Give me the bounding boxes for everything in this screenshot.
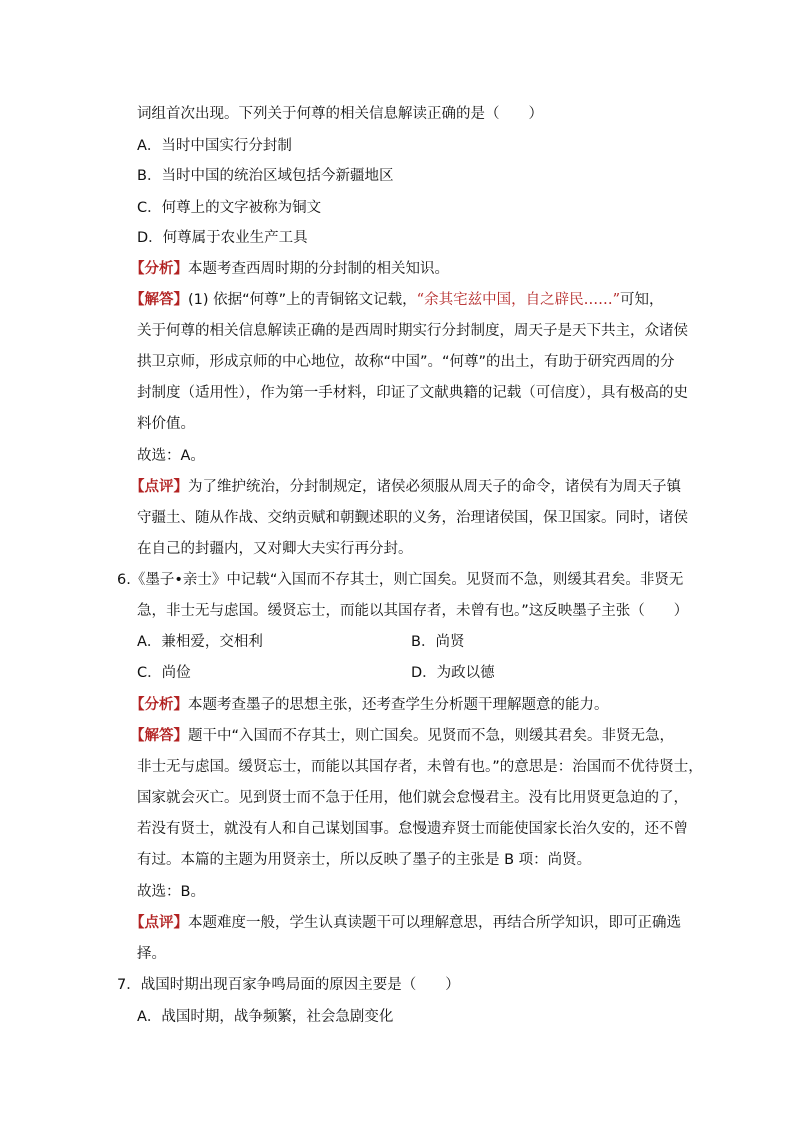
q7-stem: 7．战国时期出现百家争鸣局面的原因主要是（ ） xyxy=(117,977,460,993)
q6-answer-line-5: 有过。本篇的主题为用贤亲士，所以反映了墨子的主张是 B 项：尚贤。 xyxy=(137,852,592,868)
q5-comment-line-2: 守疆土、随从作战、交纳贡赋和朝觐述职的义务，治理诸侯国，保卫国家。同时，诸侯 xyxy=(137,510,688,526)
q5-stem-tail: 词组首次出现。下列关于何尊的相关信息解读正确的是（ ） xyxy=(137,106,543,122)
q6-choice: 故选：B。 xyxy=(137,884,205,900)
comment-text: 本题难度一般，学生认真读题干可以理解意思，再结合所学知识，即可正确选 xyxy=(188,915,681,931)
q5-answer-line-5: 料价值。 xyxy=(137,416,195,432)
q6-option-c: C．尚俭 xyxy=(137,665,191,681)
q6-answer-line-4: 若没有贤士，就没有人和自己谋划国事。怠慢遗弃贤士而能使国家长治久安的，还不曾 xyxy=(137,821,688,837)
q6-answer-line-3: 国家就会灭亡。见到贤士而不急于任用，他们就会怠慢君主。没有比用贤更急迫的了， xyxy=(137,790,688,806)
q5-option-a: A．当时中国实行分封制 xyxy=(137,138,292,154)
q6-answer-line-2: 非士无与虑国。缓贤忘士，而能以其国存者，未曾有也。”的意思是：治国而不优待贤士， xyxy=(137,759,703,775)
q6-analysis xyxy=(130,695,609,715)
answer-tag: 【解答】 xyxy=(130,728,188,744)
q5-option-d: D．何尊属于农业生产工具 xyxy=(137,230,308,246)
q5-choice: 故选：A。 xyxy=(137,448,205,464)
q5-answer-line-3: 拱卫京师，形成京师的中心地位，故称“中国”。“何尊”的出土，有助于研究西周的分 xyxy=(137,354,675,370)
answer-text: (1) 依据“何尊”上的青铜铭文记载， xyxy=(188,292,417,308)
q5-comment-line-1 xyxy=(130,477,681,497)
q5-option-c: C．何尊上的文字被称为铜文 xyxy=(137,200,322,216)
q6-comment-line-1 xyxy=(130,913,681,933)
q5-analysis xyxy=(130,259,449,279)
q6-comment-line-2: 择。 xyxy=(137,946,166,962)
q6-stem-line-2: 急，非士无与虑国。缓贤忘士，而能以其国存者，未曾有也。”这反映墨子主张（ ） xyxy=(137,603,689,619)
comment-tag: 【点评】 xyxy=(130,915,188,931)
q5-answer-line-2: 关于何尊的相关信息解读正确的是西周时期实行分封制度，周天子是天下共主，众诸侯 xyxy=(137,323,688,339)
q6-option-b: B．尚贤 xyxy=(411,634,465,650)
comment-text: 为了维护统治，分封制规定，诸侯必须服从周天子的命令，诸侯有为周天子镇 xyxy=(188,479,681,495)
answer-text: 可知， xyxy=(620,292,664,308)
answer-quote: “余其宅兹中国，自之辟民……” xyxy=(416,292,620,308)
q6-option-d: D．为政以德 xyxy=(411,665,495,681)
comment-tag: 【点评】 xyxy=(130,479,188,495)
answer-tag: 【解答】 xyxy=(130,292,188,308)
q5-answer-line-4: 封制度（适用性），作为第一手材料，印证了文献典籍的记载（可信度），具有极高的史 xyxy=(137,385,688,401)
q6-option-a: A．兼相爱，交相利 xyxy=(137,634,263,650)
answer-text: 题干中“入国而不存其士，则亡国矣。见贤而不急，则缓其君矣。非贤无急， xyxy=(188,728,675,744)
q6-answer-line-1 xyxy=(130,726,674,746)
analysis-tag: 【分析】 xyxy=(130,697,188,713)
analysis-tag: 【分析】 xyxy=(130,261,188,277)
q5-option-b: B．当时中国的统治区域包括今新疆地区 xyxy=(137,168,394,184)
q5-answer-line-1 xyxy=(130,290,664,310)
q6-stem-line-1: 6.《墨子•亲士》中记载“入国而不存其士，则亡国矣。见贤而不急，则缓其君矣。非贤无 xyxy=(117,572,684,588)
analysis-text: 本题考查墨子的思想主张，还考查学生分析题干理解题意的能力。 xyxy=(188,697,609,713)
analysis-text: 本题考查西周时期的分封制的相关知识。 xyxy=(188,261,449,277)
q5-comment-line-3: 在自己的封疆内，又对卿大夫实行再分封。 xyxy=(137,541,413,557)
q7-option-a: A．战国时期，战争频繁，社会急剧变化 xyxy=(137,1009,394,1025)
